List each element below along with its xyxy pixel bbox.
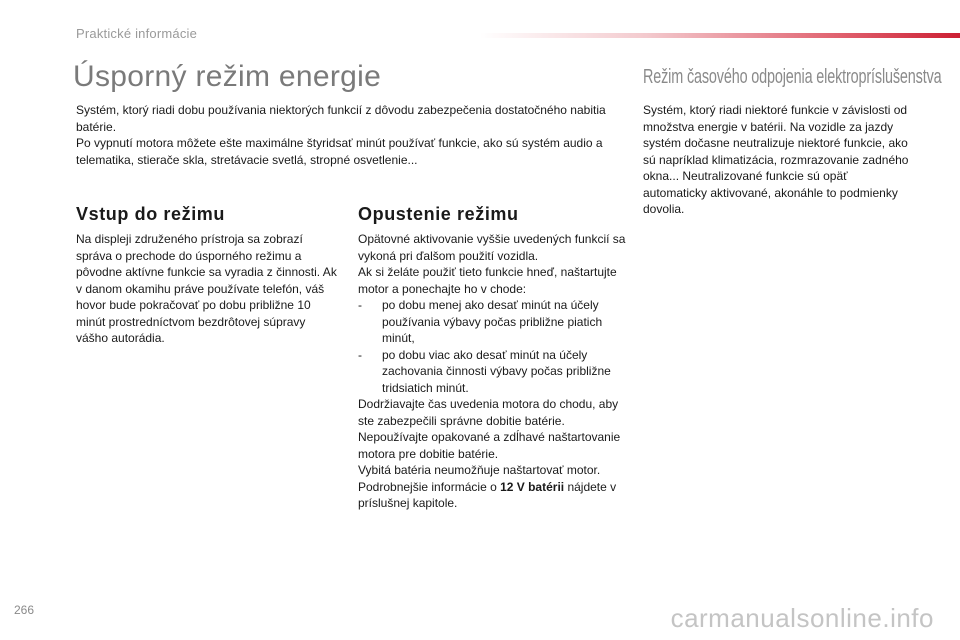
exit-line-2: Ak si želáte použiť tieto funkcie hneď, naštartujte motor a ponechajte ho v chode: xyxy=(358,265,617,296)
exit-line-6-start: Podrobnejšie informácie o xyxy=(358,479,501,494)
page-title: Úsporný režim energie xyxy=(73,60,382,93)
intro-text xyxy=(76,102,636,168)
exit-mode-text xyxy=(358,231,628,512)
section-label: Praktické informácie xyxy=(76,26,198,41)
header-accent-bar xyxy=(480,33,960,38)
bullet-text: po dobu menej ako desať minút na účely používania výbavy počas približne piatich minút, xyxy=(382,298,603,345)
bullet-marker: - xyxy=(358,298,362,312)
battery-reference: 12 V batérii xyxy=(500,479,565,494)
intro-paragraph-1: Systém, ktorý riadi dobu používania niektorých funkcií z dôvodu zabezpečenia dostatočného nabitia batérie. xyxy=(76,103,606,134)
exit-line-4: Nepoužívajte opakované a zdĺhavé naštartovanie motora pre dobitie batérie. xyxy=(358,430,621,461)
exit-line-1: Opätovné aktivovanie vyššie uvedených funkcií sa vykoná pri ďalšom použití vozidla. xyxy=(358,232,626,263)
exit-line-6 xyxy=(358,479,628,512)
watermark: carmanualsonline.info xyxy=(670,603,934,633)
side-section-title: Režim časového odpojenia elektropríslušenstva xyxy=(643,66,942,88)
exit-line-6-end: nájdete v príslušnej kapitole. xyxy=(358,479,617,510)
list-item xyxy=(358,347,628,397)
bullet-text: po dobu viac ako desať minút na účely zachovania činnosti výbavy počas približne tridsiatich minút. xyxy=(382,347,611,395)
enter-mode-text: Na displeji združeného prístroja sa zobrazí správa o prechode do úsporného režimu a pôvodne aktívne funkcie sa vyradia z činnosti. Ak v danom okamihu práve používate telefón, váš hovor bude pokračovať po dobu približne 10 minút prostredníctvom bezdrôtovej súpravy vášho autorádia. xyxy=(76,232,337,345)
enter-mode-heading: Vstup do režimu xyxy=(76,204,226,224)
bullet-marker: - xyxy=(358,347,362,362)
exit-line-5: Vybitá batéria neumožňuje naštartovať motor. xyxy=(358,463,601,477)
side-section-text: Systém, ktorý riadi niektoré funkcie v závislosti od množstva energie v batérii. Na vozidle za jazdy systém dočasne neutralizuje niektoré funkcie, ako sú napríklad klimatizácia, rozmrazovanie zadného okna... Neutralizované funkcie sú opäť automaticky aktivované, akonáhle to podmienky dovolia. xyxy=(643,103,909,216)
exit-line-3: Dodržiavajte čas uvedenia motora do chodu, aby ste zabezpečili správne dobitie batérie. xyxy=(358,397,619,428)
list-item xyxy=(358,297,628,347)
exit-mode-heading: Opustenie režimu xyxy=(358,204,519,224)
page-number: 266 xyxy=(14,603,35,617)
intro-paragraph-2: Po vypnutí motora môžete ešte maximálne štyridsať minút používať funkcie, ako sú systém audio a telematika, stierače skla, stretávacie svetlá, stropné osvetlenie... xyxy=(76,136,603,167)
